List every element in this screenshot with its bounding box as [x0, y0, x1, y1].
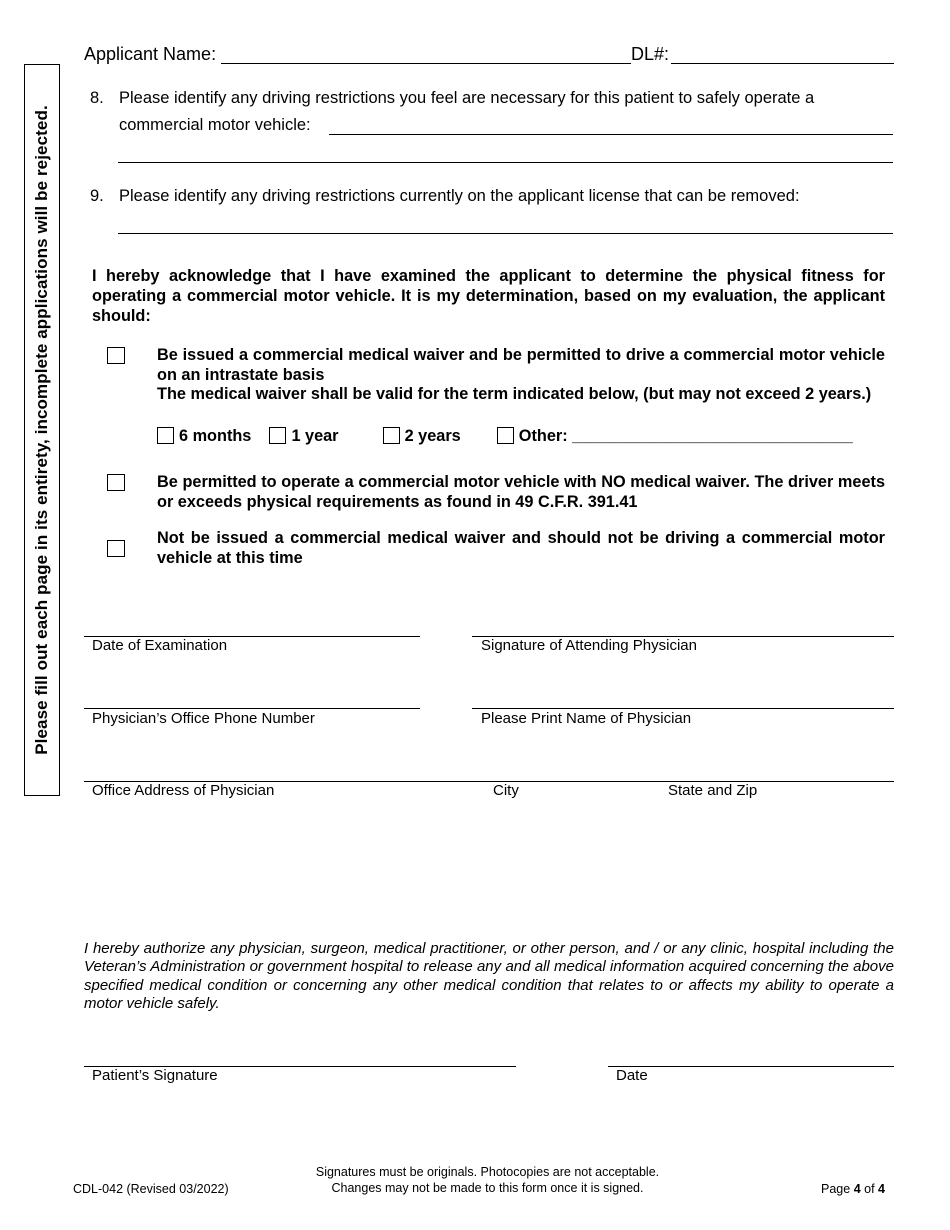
question-9-text: Please identify any driving restrictions currently on the applicant license that can be removed:	[119, 187, 800, 205]
authorization-text: I hereby authorize any physician, surgeon, medical practitioner, or other person, and / or any clinic, hospital including the Veteran’s Administration or government hospital to release any and all medical information acquired concerning the above specified medical condition or concerning any other medical condition that relates to or affects my ability to operate a motor vehicle safely.	[84, 940, 894, 1012]
patient-date-label: Date	[616, 1067, 648, 1084]
term-options-row	[157, 427, 853, 446]
question-9-number: 9.	[90, 187, 104, 205]
term-2-years-checkbox[interactable]	[383, 427, 400, 444]
patient-date-line[interactable]	[608, 1066, 894, 1067]
term-other-checkbox[interactable]	[497, 427, 514, 444]
page-of: of	[864, 1182, 875, 1196]
option-waiver-checkbox[interactable]	[107, 347, 125, 364]
term-2-years[interactable]	[383, 427, 461, 445]
physician-print-name-line[interactable]	[472, 708, 894, 709]
option-waiver-term-note: The medical waiver shall be valid for the term indicated below, (but may not exceed 2 years.)	[157, 385, 872, 403]
term-6-months[interactable]	[157, 427, 251, 445]
acknowledgement-text: I hereby acknowledge that I have examined the applicant to determine the physical fitness for operating a commercial motor vehicle. It is my determination, based on my evaluation, the applicant should:	[92, 267, 885, 325]
term-1-year-checkbox[interactable]	[269, 427, 286, 444]
option-waiver-text: Be issued a commercial medical waiver and be permitted to drive a commercial motor vehicle on an intrastate basis	[157, 346, 885, 384]
question-8-line2: commercial motor vehicle:	[119, 116, 311, 134]
question-8-number: 8.	[90, 89, 104, 107]
question-9-answer-line[interactable]	[118, 233, 893, 234]
option-denied-checkbox[interactable]	[107, 540, 125, 557]
dl-number-label: DL#:	[631, 44, 670, 64]
date-of-examination-label: Date of Examination	[92, 637, 228, 654]
question-8-answer-line-1[interactable]	[329, 134, 893, 135]
term-other-label: Other: _______________________________	[518, 427, 853, 445]
page-total: 4	[878, 1182, 885, 1196]
side-notice: Please fill out each page in its entirety, incomplete applications will be rejected.	[32, 105, 51, 755]
page-current: 4	[853, 1182, 861, 1196]
option-denied-text: Not be issued a commercial medical waiver and should not be driving a commercial motor vehicle at this time	[157, 529, 885, 567]
question-8-line1: Please identify any driving restrictions you feel are necessary for this patient to safely operate a	[119, 89, 815, 107]
term-1-year[interactable]	[269, 427, 338, 445]
city-label: City	[493, 782, 519, 799]
patient-signature-label: Patient’s Signature	[92, 1067, 218, 1084]
option-no-waiver-checkbox[interactable]	[107, 474, 125, 491]
footer-note-line2: Changes may not be made to this form once it is signed.	[331, 1181, 644, 1195]
page-prefix: Page	[821, 1182, 851, 1196]
state-zip-label: State and Zip	[668, 782, 758, 799]
applicant-name-label: Applicant Name:	[84, 44, 217, 64]
question-8-answer-line-2[interactable]	[118, 162, 893, 163]
physician-signature-label: Signature of Attending Physician	[481, 637, 697, 654]
office-phone-label: Physician’s Office Phone Number	[92, 710, 315, 727]
term-2-years-label: 2 years	[404, 427, 461, 445]
footer-note-line1: Signatures must be originals. Photocopies are not acceptable.	[315, 1165, 660, 1179]
office-phone-line[interactable]	[84, 708, 420, 709]
applicant-name-field[interactable]	[221, 63, 631, 64]
page-number	[821, 1182, 885, 1196]
term-1-year-label: 1 year	[291, 427, 339, 445]
term-6-months-checkbox[interactable]	[157, 427, 174, 444]
form-id: CDL-042 (Revised 03/2022)	[73, 1182, 229, 1196]
office-address-label: Office Address of Physician	[92, 782, 275, 799]
term-other[interactable]	[497, 427, 853, 445]
option-no-waiver-text: Be permitted to operate a commercial motor vehicle with NO medical waiver. The driver meets or exceeds physical requirements as found in 49 C.F.R. 391.41	[157, 473, 885, 511]
dl-number-field[interactable]	[671, 63, 894, 64]
physician-print-name-label: Please Print Name of Physician	[481, 710, 692, 727]
term-6-months-label: 6 months	[179, 427, 252, 445]
